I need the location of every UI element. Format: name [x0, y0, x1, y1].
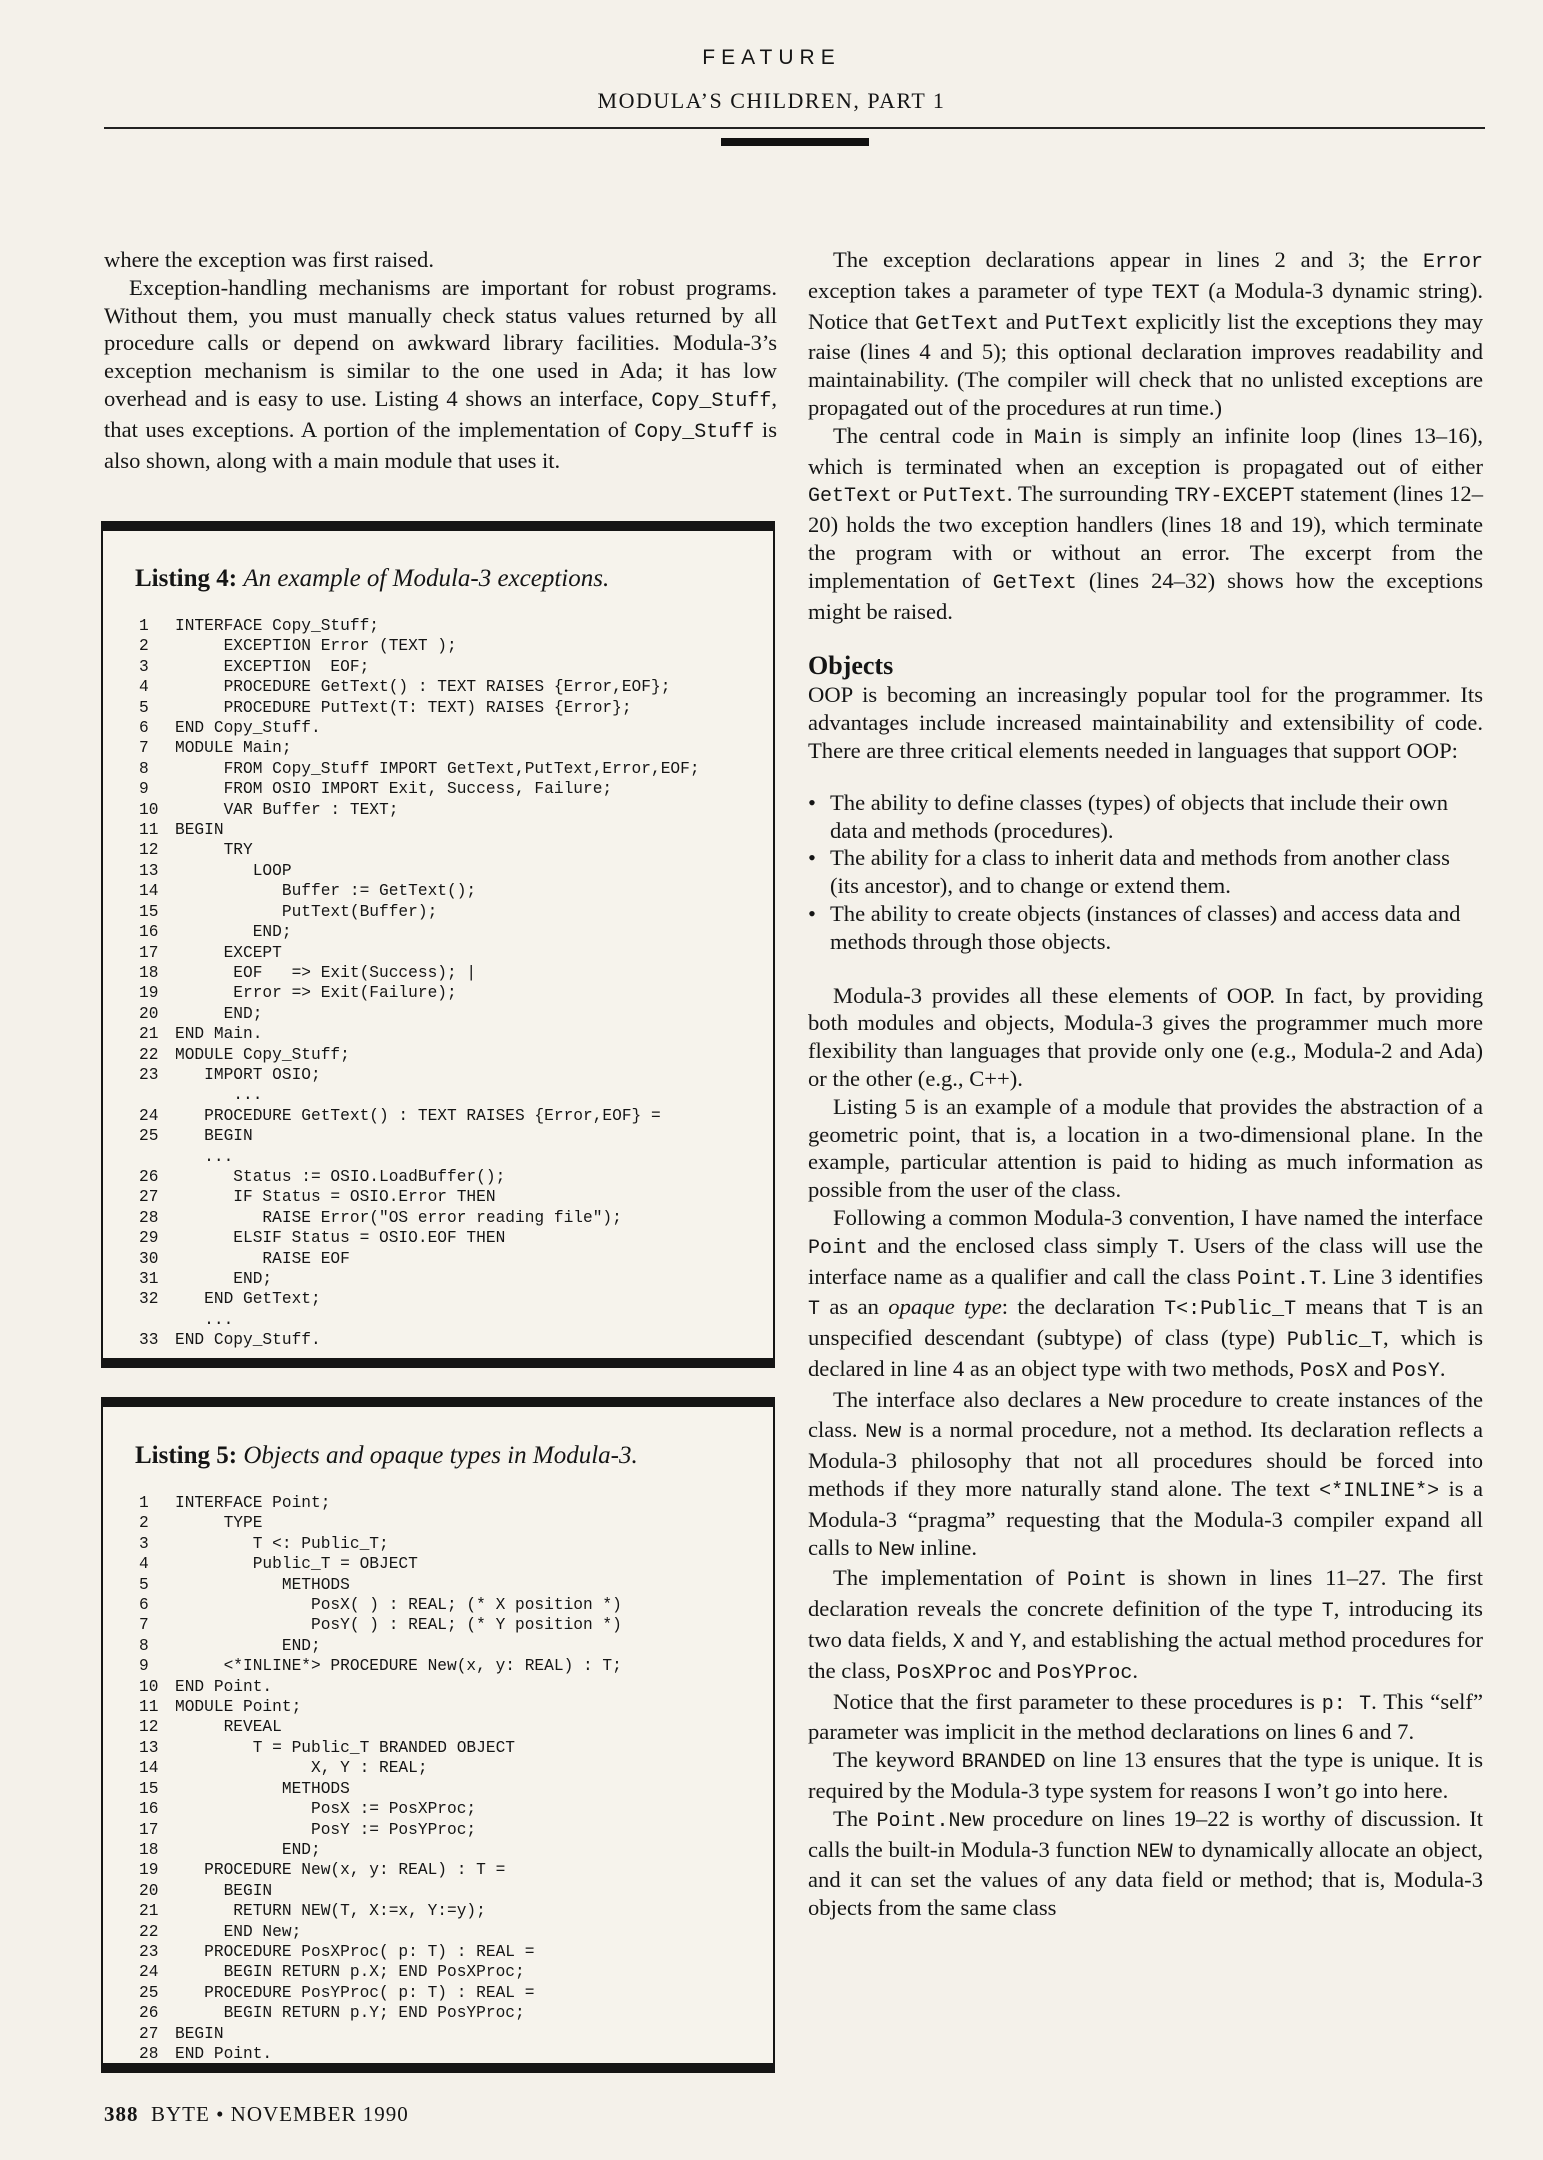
code-text: PROCEDURE PosXProc( p: T) : REAL = — [175, 1942, 535, 1961]
code-text: MODULE Point; — [175, 1698, 302, 1717]
code-text: X, Y : REAL; — [175, 1759, 428, 1778]
code-line — [139, 1758, 773, 1778]
code-line — [139, 1004, 773, 1024]
line-number: 6 — [139, 719, 149, 738]
code-line — [139, 636, 773, 656]
paragraph: Listing 5 is an example of a module that provides the abstraction of a geometric point, that is, a location in a two-dimensional plane. In the example, particular attention is paid to hiding as much information as possible from the user of the class. — [808, 1093, 1483, 1203]
paragraph: The keyword BRANDED on line 13 ensures that the type is unique. It is required by the Modula-3 type system for reasons I won’t go into here. — [808, 1747, 1483, 1804]
code-line — [139, 1126, 773, 1146]
code-line — [139, 1269, 773, 1289]
code-line — [139, 1085, 773, 1105]
line-number: 5 — [139, 1575, 149, 1594]
code-text: EOF => Exit(Success); | — [175, 963, 477, 982]
section-kicker: FEATURE — [702, 46, 841, 69]
code-text: ... — [175, 1310, 234, 1329]
code-line — [139, 840, 773, 860]
line-number: 15 — [139, 902, 159, 921]
line-number: 8 — [139, 759, 149, 778]
code-text: ELSIF Status = OSIO.EOF THEN — [175, 1229, 506, 1248]
code-line — [139, 1493, 773, 1513]
code-text: FROM Copy_Stuff IMPORT GetText,PutText,Error,EOF; — [175, 759, 700, 778]
code-line — [139, 1575, 773, 1595]
listing-5-caption: Listing 5: Objects and opaque types in Modula-3. — [135, 1442, 638, 1469]
code-line — [139, 1799, 773, 1819]
code-text: Status := OSIO.LoadBuffer(); — [175, 1167, 506, 1186]
code-text: ... — [175, 1086, 263, 1105]
code-line — [139, 881, 773, 901]
code-text: PROCEDURE PosYProc( p: T) : REAL = — [175, 1983, 535, 2002]
code-text: MODULE Copy_Stuff; — [175, 1045, 350, 1064]
line-number: 7 — [139, 739, 149, 758]
line-number: 29 — [139, 1229, 159, 1248]
left-column — [104, 246, 777, 474]
code-line — [139, 1820, 773, 1840]
header-rule — [104, 127, 1485, 129]
code-line — [139, 922, 773, 942]
code-line — [139, 698, 773, 718]
line-number: 16 — [139, 1800, 159, 1819]
code-text: EXCEPTION EOF; — [175, 657, 370, 676]
code-text: PROCEDURE New(x, y: REAL) : T = — [175, 1861, 506, 1880]
line-number: 20 — [139, 1881, 159, 1900]
line-number: 19 — [139, 1861, 159, 1880]
listing-5-code — [139, 1493, 773, 2064]
line-number: 22 — [139, 1922, 159, 1941]
line-number: 25 — [139, 1127, 159, 1146]
code-line — [139, 1065, 773, 1085]
code-line — [139, 1636, 773, 1656]
code-line — [139, 820, 773, 840]
code-text: EXCEPT — [175, 943, 282, 962]
code-text: BEGIN RETURN p.Y; END PosYProc; — [175, 2004, 525, 2023]
code-line — [139, 616, 773, 636]
code-line — [139, 943, 773, 963]
page-number: 388 — [104, 2102, 139, 2126]
bullet-list — [808, 789, 1483, 956]
line-number — [139, 1085, 175, 1105]
paragraph: Modula-3 provides all these elements of OOP. In fact, by providing both modules and objects, Modula-3 gives the programmer much more flexibility than languages that provide only one (e.g., Modula-2 and Ada) or the other (e.g., C++). — [808, 982, 1483, 1091]
magazine-issue: BYTE • NOVEMBER 1990 — [151, 2102, 409, 2126]
code-line — [139, 2044, 773, 2064]
code-line — [139, 1534, 773, 1554]
code-text: LOOP — [175, 861, 292, 880]
line-number: 30 — [139, 1249, 159, 1268]
line-number: 24 — [139, 1106, 159, 1125]
code-line — [139, 1738, 773, 1758]
line-number: 28 — [139, 2044, 159, 2063]
code-line — [139, 1595, 773, 1615]
line-number: 19 — [139, 984, 159, 1003]
listing-5-box — [101, 1397, 775, 2073]
line-number: 27 — [139, 2024, 159, 2043]
code-line — [139, 2024, 773, 2044]
code-line — [139, 1860, 773, 1880]
code-line — [139, 1962, 773, 1982]
code-text: METHODS — [175, 1575, 350, 1594]
code-line — [139, 1249, 773, 1269]
line-number: 22 — [139, 1045, 159, 1064]
line-number: 21 — [139, 1025, 159, 1044]
code-line — [139, 1881, 773, 1901]
line-number: 24 — [139, 1963, 159, 1982]
line-number: 4 — [139, 678, 149, 697]
line-number — [139, 1147, 175, 1167]
code-text: ... — [175, 1147, 234, 1166]
code-text: PROCEDURE PutText(T: TEXT) RAISES {Error}; — [175, 698, 632, 717]
list-item: • The ability to create objects (instances of classes) and access data and methods through those objects. — [808, 900, 1483, 956]
paragraph: OOP is becoming an increasingly popular tool for the programmer. Its advantages include increased maintainability and extensibility of code. There are three critical elements needed in languages that support OOP: — [808, 682, 1483, 763]
line-number: 9 — [139, 1657, 149, 1676]
code-line — [139, 1922, 773, 1942]
running-title: MODULA’S CHILDREN, PART 1 — [597, 88, 946, 113]
code-line — [139, 1208, 773, 1228]
code-text: PosY( ) : REAL; (* Y position *) — [175, 1616, 622, 1635]
line-number: 11 — [139, 821, 159, 840]
code-line — [139, 1717, 773, 1737]
line-number: 33 — [139, 1331, 159, 1350]
code-text: BEGIN — [175, 821, 224, 840]
code-text: BEGIN — [175, 1881, 273, 1900]
code-text: PROCEDURE GetText() : TEXT RAISES {Error,EOF}; — [175, 678, 671, 697]
paragraph: Following a common Modula-3 convention, I have named the interface Point and the enclosed class simply T. Users of the class will use the interface name as a qualifier and call the class Point.T. Line 3 identifies T as an opaque type: the declaration T<:Public_T means that T is an unspecified descendant (subtype) of class (type) Public_T, which is declared in line 4 as an object type with two methods, PosX and PosY. — [808, 1204, 1484, 1383]
code-text: BEGIN — [175, 2024, 224, 2043]
line-number: 13 — [139, 861, 159, 880]
code-line — [139, 1289, 773, 1309]
code-text: TRY — [175, 841, 253, 860]
code-line — [139, 1697, 773, 1717]
list-item: • The ability for a class to inherit data and methods from another class (its ancestor), and to change or extend them. — [808, 844, 1483, 900]
paragraph: The Point.New procedure on lines 19–22 is worthy of discussion. It calls the built-in Modula-3 function NEW to dynamically allocate an object, and it can set the values of any data field or method; that is, Modula-3 objects from the same class — [808, 1805, 1483, 1921]
code-line — [139, 657, 773, 677]
code-line — [139, 1615, 773, 1635]
line-number: 17 — [139, 943, 159, 962]
code-line — [139, 1983, 773, 2003]
paragraph: Notice that the first parameter to these procedures is p: T. This “self” parameter was implicit in the method declarations on lines 6 and 7. — [808, 1688, 1483, 1745]
code-text: END; — [175, 1004, 263, 1023]
code-line — [139, 759, 773, 779]
code-line — [139, 1779, 773, 1799]
code-line — [139, 1677, 773, 1697]
line-number: 18 — [139, 1840, 159, 1859]
code-text: END; — [175, 1636, 321, 1655]
code-text: FROM OSIO IMPORT Exit, Success, Failure; — [175, 780, 613, 799]
code-text: INTERFACE Copy_Stuff; — [175, 617, 379, 635]
section-heading: Objects — [808, 651, 894, 681]
line-number: 31 — [139, 1270, 159, 1288]
code-line — [139, 963, 773, 983]
line-number: 25 — [139, 1983, 159, 2002]
code-text: Error => Exit(Failure); — [175, 984, 457, 1003]
line-number: 7 — [139, 1616, 149, 1635]
line-number: 3 — [139, 1534, 149, 1553]
code-line — [139, 861, 773, 881]
code-line — [139, 1187, 773, 1207]
line-number — [139, 1310, 175, 1330]
line-number: 14 — [139, 882, 159, 901]
paragraph: The implementation of Point is shown in lines 11–27. The first declaration reveals the concrete definition of the type T, introducing its two data fields, X and Y, and establishing the actual method procedures for the class, PosXProc and PosYProc. — [808, 1565, 1484, 1685]
line-number: 23 — [139, 1942, 159, 1961]
code-text: PROCEDURE GetText() : TEXT RAISES {Error,EOF} = — [175, 1106, 661, 1125]
code-line — [139, 983, 773, 1003]
code-line — [139, 1106, 773, 1126]
code-line — [139, 2003, 773, 2023]
line-number: 2 — [139, 637, 149, 656]
line-number: 9 — [139, 780, 149, 799]
code-line — [139, 1228, 773, 1248]
line-number: 4 — [139, 1555, 149, 1574]
code-text: T <: Public_T; — [175, 1534, 389, 1553]
code-line — [139, 779, 773, 799]
code-line — [139, 1840, 773, 1860]
code-text: MODULE Main; — [175, 739, 292, 758]
code-text: END GetText; — [175, 1290, 321, 1309]
code-line — [139, 677, 773, 697]
line-number: 18 — [139, 963, 159, 982]
code-line — [139, 1167, 773, 1187]
code-text: END Point. — [175, 1677, 273, 1696]
paragraph: Exception-handling mechanisms are important for robust programs. Without them, you must manually check status values returned by all procedure calls or depend on awkward library facilities. Modula-3’s exception mechanism is similar to the one used in Ada; it has low overhead and is easy to use. Listing 4 shows an interface, Copy_Stuff, that uses exceptions. A portion of the implementation of Copy_Stuff is also shown, along with a main module that uses it. — [104, 274, 777, 473]
code-line — [139, 1554, 773, 1574]
line-number: 11 — [139, 1698, 159, 1717]
code-line — [139, 1310, 773, 1330]
line-number: 12 — [139, 1718, 159, 1737]
line-number: 23 — [139, 1065, 159, 1084]
code-text: REVEAL — [175, 1718, 282, 1737]
line-number: 26 — [139, 1167, 159, 1186]
line-number: 8 — [139, 1636, 149, 1655]
code-text: IF Status = OSIO.Error THEN — [175, 1188, 496, 1207]
header-accent-bar — [721, 138, 869, 146]
code-text: Public_T = OBJECT — [175, 1555, 418, 1574]
code-text: END New; — [175, 1922, 302, 1941]
code-line — [139, 1942, 773, 1962]
code-line — [139, 1513, 773, 1533]
paragraph: where the exception was first raised. — [104, 247, 434, 272]
code-line — [139, 902, 773, 922]
code-text: METHODS — [175, 1779, 350, 1798]
code-text: PosX := PosXProc; — [175, 1800, 477, 1819]
listing-4-box — [101, 521, 775, 1368]
line-number: 14 — [139, 1759, 159, 1778]
line-number: 21 — [139, 1902, 159, 1921]
list-item: • The ability to define classes (types) of objects that include their own data and methods (procedures). — [808, 789, 1483, 845]
code-text: END; — [175, 923, 292, 942]
page-footer — [104, 2102, 409, 2127]
code-text: INTERFACE Point; — [175, 1494, 331, 1512]
code-line — [139, 1330, 773, 1350]
line-number: 13 — [139, 1738, 159, 1757]
line-number: 5 — [139, 698, 149, 717]
line-number: 2 — [139, 1514, 149, 1533]
code-text: END Main. — [175, 1025, 263, 1044]
code-text: END Point. — [175, 2044, 273, 2063]
code-text: <*INLINE*> PROCEDURE New(x, y: REAL) : T; — [175, 1657, 622, 1676]
line-number: 12 — [139, 841, 159, 860]
line-number: 10 — [139, 1677, 159, 1696]
code-text: END; — [175, 1840, 321, 1859]
code-line — [139, 1024, 773, 1044]
code-text: IMPORT OSIO; — [175, 1065, 321, 1084]
paragraph: The exception declarations appear in lines 2 and 3; the Error exception takes a parameter of type TEXT (a Modula-3 dynamic string). Notice that GetText and PutText explicitly list the exceptions they may raise (lines 4 and 5); this optional declaration improves readability and maintainability. (The compiler will check that no unlisted exceptions are propagated out of the procedures at run time.) — [808, 247, 1484, 420]
code-text: PutText(Buffer); — [175, 902, 438, 921]
code-text: PosX( ) : REAL; (* X position *) — [175, 1596, 622, 1615]
code-line — [139, 1656, 773, 1676]
listing-4-code — [139, 616, 773, 1351]
listing-4-caption: Listing 4: An example of Modula-3 exceptions. — [135, 565, 610, 592]
right-column — [808, 246, 1483, 1922]
line-number: 28 — [139, 1208, 159, 1227]
code-text: TYPE — [175, 1514, 263, 1533]
line-number: 6 — [139, 1596, 149, 1615]
paragraph: The central code in Main is simply an infinite loop (lines 13–16), which is terminated when an exception is propagated out of either GetText or PutText. The surrounding TRY-EXCEPT statement (lines 12–20) holds the two exception handlers (lines 18 and 19), which terminate the program with or without an error. The excerpt from the implementation of GetText (lines 24–32) shows how the exceptions might be raised. — [808, 422, 1483, 624]
code-text: RAISE EOF — [175, 1249, 350, 1268]
code-text: RETURN NEW(T, X:=x, Y:=y); — [175, 1902, 486, 1921]
code-text: END Copy_Stuff. — [175, 719, 321, 738]
code-line — [139, 718, 773, 738]
line-number: 20 — [139, 1004, 159, 1023]
code-text: T = Public_T BRANDED OBJECT — [175, 1738, 515, 1757]
code-text: BEGIN RETURN p.X; END PosXProc; — [175, 1963, 525, 1982]
code-text: EXCEPTION Error (TEXT ); — [175, 637, 457, 656]
code-text: VAR Buffer : TEXT; — [175, 800, 399, 819]
code-line — [139, 1045, 773, 1065]
line-number: 16 — [139, 923, 159, 942]
code-line — [139, 1147, 773, 1167]
line-number: 27 — [139, 1188, 159, 1207]
code-text: END Copy_Stuff. — [175, 1331, 321, 1350]
code-text: Buffer := GetText(); — [175, 882, 477, 901]
code-line — [139, 800, 773, 820]
line-number: 1 — [139, 617, 149, 635]
code-text: END; — [175, 1270, 273, 1288]
code-line — [139, 738, 773, 758]
line-number: 17 — [139, 1820, 159, 1839]
code-text: PosY := PosYProc; — [175, 1820, 477, 1839]
line-number: 10 — [139, 800, 159, 819]
line-number: 3 — [139, 657, 149, 676]
line-number: 32 — [139, 1290, 159, 1309]
code-text: BEGIN — [175, 1127, 253, 1146]
paragraph: The interface also declares a New procedure to create instances of the class. New is a normal procedure, not a method. Its declaration reflects a Modula-3 philosophy that not all procedures should be forced into methods if they more naturally stand alone. The text <*INLINE*> is a Modula-3 “pragma” requesting that the Modula-3 compiler expand all calls to New inline. — [808, 1386, 1483, 1562]
code-text: RAISE Error("OS error reading file"); — [175, 1208, 622, 1227]
code-line — [139, 1901, 773, 1921]
line-number: 1 — [139, 1494, 149, 1512]
line-number: 15 — [139, 1779, 159, 1798]
line-number: 26 — [139, 2004, 159, 2023]
